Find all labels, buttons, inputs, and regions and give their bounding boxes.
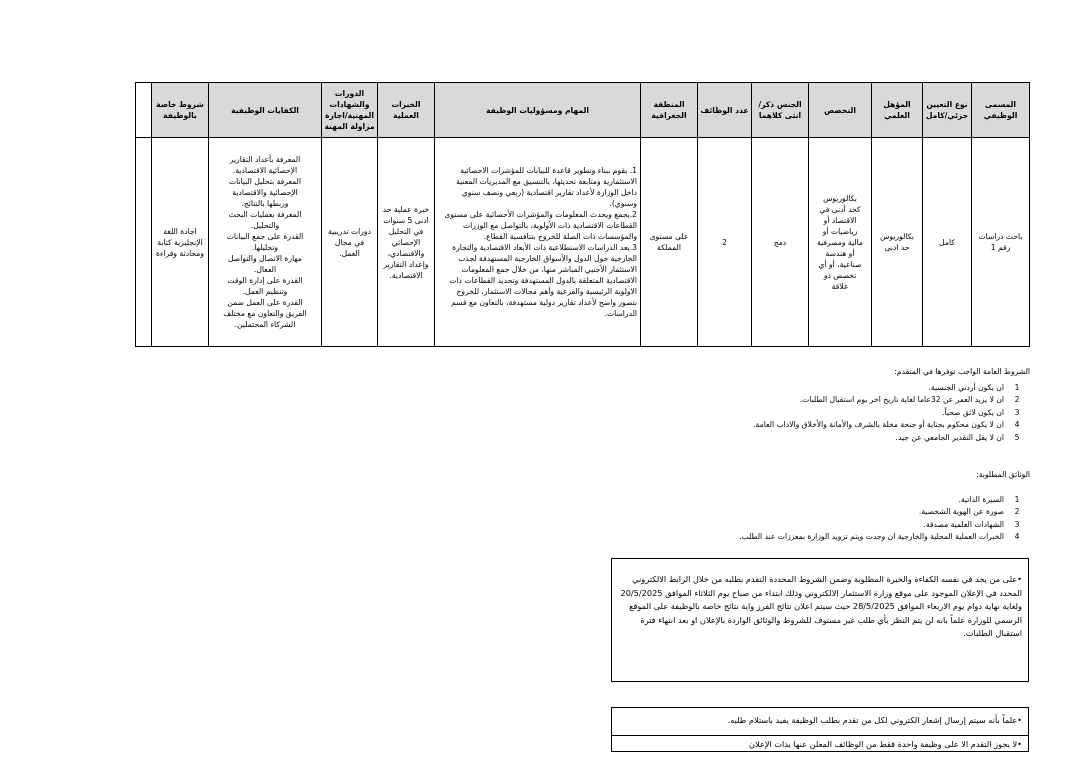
general-conditions-list <box>753 382 1030 445</box>
header-gender: الجنس ذكر/انثى كلاهما <box>752 83 809 138</box>
list-number: 4 <box>1014 420 1020 429</box>
list-number: 3 <box>1014 519 1020 529</box>
single-job-notice: •لا يجوز التقدم الا على وظيفة واحدة فقط من الوظائف المعلن عنها بذات الإعلان <box>748 739 1022 749</box>
header-qualification: المؤهل العلمي <box>872 83 923 138</box>
header-blank-cell <box>136 83 152 138</box>
notes-box <box>611 707 1029 752</box>
list-number: 2 <box>1014 395 1020 404</box>
header-special-conditions: شروط خاصة بالوظيفة <box>152 83 209 138</box>
required-documents-section <box>739 469 1030 544</box>
list-number: 5 <box>1014 432 1020 442</box>
list-item <box>753 419 1030 432</box>
list-number: 4 <box>1014 532 1020 541</box>
cell-job-count: 2 <box>698 138 752 347</box>
header-experience: الخبرات العملية <box>378 83 435 138</box>
list-text: ان يكون أردني الجنسية. <box>928 382 1004 392</box>
header-region: المنطقة الجغرافية <box>641 83 698 138</box>
general-conditions-title: الشروط العامة الواجب توفرها في المتقدم: <box>894 367 1030 376</box>
list-item <box>739 519 1030 532</box>
cell-qualification: بكالوريوس حد ادنى <box>872 138 923 347</box>
table-header-row <box>136 83 1030 138</box>
header-appointment-type: نوع التعيين جزئي/كامل <box>923 83 972 138</box>
list-text: السيرة الذاتية. <box>958 494 1004 504</box>
list-text: ان لا يقل التقدير الجامعي عن جيد. <box>895 432 1004 442</box>
header-competencies: الكفايات الوظيفية <box>209 83 322 138</box>
list-item <box>739 531 1030 544</box>
list-item <box>753 432 1030 445</box>
list-number: 3 <box>1014 407 1020 417</box>
cell-courses: دورات تدريبية في مجال العمل. <box>322 138 378 347</box>
general-conditions-section <box>753 366 1030 444</box>
job-table <box>135 82 1030 347</box>
cell-gender: دمج <box>752 138 809 347</box>
list-text: الشهادات العلمية مصدقة. <box>923 519 1004 529</box>
application-notice-text: •على من يجد في نفسه الكفاءة والخبرة المطلوبة وضمن الشروط المحددة التقدم بطلبه من خلال الرابط الالكتروني المحدد في الإعلان الموجود على موقع وزارة الاستثمار الالكتروني وذلك ابتداء من صباح يوم الثلاثاء الموافق 20/5/2025 ولغاية نهاية دوام يوم الاربعاء الموافق 28/5/2025 حيث سيتم اعلان نتائج الفرز واية نتائج خاصة بالوظيفة على الموقع الرسمي للوزارة علماً بانه لن يتم النظر بأي طلب غير مستوف للشروط والوثائق الواردة بالإعلان او بعد انتهاء فترة استقبال الطلبات. <box>620 574 1022 638</box>
list-text: صورة عن الهوية الشخصية. <box>918 507 1004 516</box>
cell-competencies: المعرفة بأعداد التقارير الإحصائية الاقتصادية. المعرفة بتحليل البيانات الإحصائية والاقتصادية وربطها بالنتائج. المعرفة بعمليات البحث والتحليل. القدرة على جمع البيانات وتحليلها. مهارة الاتصال والتواصل الفعال. القدرة على إدارة الوقت وتنظيم العمل. القدرة على العمل ضمن الفريق والتعاون مع مختلف الشركاء المحتملين. <box>209 138 322 347</box>
required-documents-title: الوثائق المطلوبة: <box>976 470 1030 479</box>
header-specialization: التخصص <box>809 83 872 138</box>
notes-divider <box>611 735 1029 736</box>
cell-experience: خبرة عملية حد ادنى 5 سنوات في التحليل الإحصائي والاقتصادي، وإعداد التقارير الاقتصادية. <box>378 138 435 347</box>
list-text: الخبرات العملية المحلية والخارجية ان وجدت ويتم تزويد الوزارة بمعززات عند الطلب. <box>739 532 1004 541</box>
list-number: 1 <box>1014 494 1020 504</box>
receipt-notice: •علماً بأنه سيتم إرسال إشعار الكتروني لكل من تقدم بطلب الوظيفة يفيد باستلام طلبه. <box>727 715 1022 725</box>
list-item <box>739 506 1030 519</box>
list-number: 1 <box>1014 382 1020 392</box>
list-item <box>739 494 1030 507</box>
list-text: ان يكون لائق صحياً. <box>942 407 1004 417</box>
list-item <box>753 394 1030 407</box>
cell-duties: 1. يقوم ببناء وتطوير قاعدة للبيانات للمؤشرات الاحصائية الاستثمارية ومتابعة تحديثها، بالتنسيق مع المديريات المعنية داخل الوزارة لأعداد تقارير اقتصادية (ربعي ونصف سنوي وسنوي). 2.يجمع ويحدث المعلومات والمؤشرات الأحصائية على مستوى القطاعات الاقتصادية ذات الأولوية، بالتواصل مع الوزرات والمؤسسات ذات الصلة للخروج بتنافسية القطاع. 3.يعد الدراسات الاستطلاعية ذات الأبعاد الاقتصادية والتجارة الخارجية حول الدول والأسواق الخارجية المستهدفة لجذب الاستثمار الأجنبي المباشر منها، من خلال جمع المعلومات الاقتصادية المتعلقة بالدول المستهدفة وتحديد القطاعات ذات الاولوية الرئيسية والفرعية وأهم مجالات الاستثمار، للخروج بتصور واضح لأعداد تقارير دولية مستهدفة، بالتعاون مع قسم الدراسات. <box>435 138 641 347</box>
cell-region: على مستوى المملكة <box>641 138 698 347</box>
application-notice-box <box>611 558 1029 682</box>
header-duties: المهام ومسؤوليات الوظيفة <box>435 83 641 138</box>
list-number: 2 <box>1014 507 1020 516</box>
list-item <box>753 382 1030 395</box>
cell-appointment-type: كامل <box>923 138 972 347</box>
header-job-count: عدد الوظائف <box>698 83 752 138</box>
cell-specialization: بكالوريوس كحد أدنى في الاقتصاد أو رياضيات أو مالية ومصرفية أو هندسة صناعية، أو أي تخصص ذو علاقة <box>809 138 872 347</box>
list-text: ان لا يزيد العمر عن 32عاما لغاية تاريخ اخر يوم استقبال الطلبات. <box>799 395 1004 404</box>
header-courses: الدورات والشهادات المهنية/اجازة مزاولة المهنة <box>322 83 378 138</box>
cell-job-title: باحث دراسات رقم 1 <box>972 138 1030 347</box>
header-job-title: المسمى الوظيفي <box>972 83 1030 138</box>
cell-blank <box>136 138 152 347</box>
cell-special-conditions: اجادة اللغة الإنجليزية كتابة ومحادثة وقراءة <box>152 138 209 347</box>
list-text: ان لا يكون محكوم بجناية أو جنحة مخلة بالشرف والأمانة والأخلاق والاداب العامة. <box>753 420 1004 429</box>
list-item <box>753 407 1030 420</box>
required-documents-list <box>739 494 1030 544</box>
table-row <box>136 138 1030 347</box>
